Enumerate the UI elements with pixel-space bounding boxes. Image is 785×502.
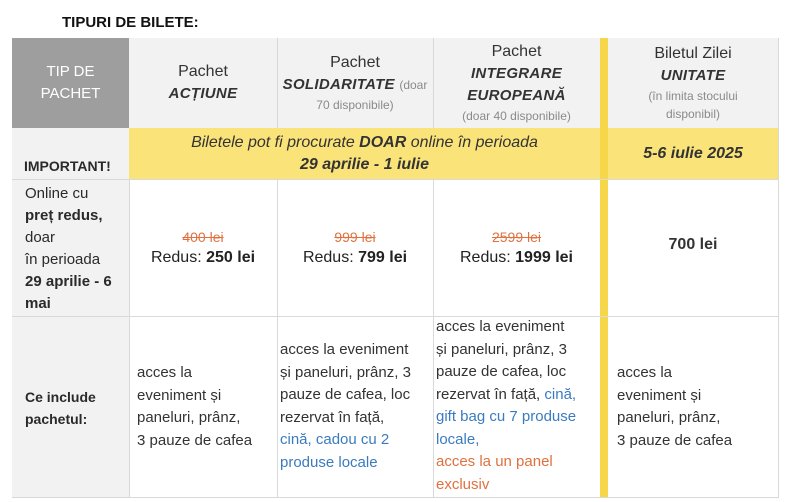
includes-unitate-l3: paneluri, prânz, — [617, 409, 721, 426]
includes-unitate-l4: 3 pauze de cafea — [617, 431, 733, 449]
includes-integrare — [433, 316, 600, 498]
includes-integrare-l8: exclusiv — [436, 475, 490, 493]
header-integrare-name-b: EUROPEANĂ — [467, 87, 566, 104]
header-integrare — [433, 38, 600, 128]
header-unitate-name: UNITATE — [660, 67, 726, 84]
price-integrare-label: Redus: — [460, 248, 511, 266]
price-solidaritate-label: Redus: — [302, 248, 354, 266]
header-integrare-note: (doar 40 disponibile) — [462, 109, 571, 123]
important-msg-pre: Biletele pot fi procurate — [191, 133, 360, 151]
price-integrare — [433, 179, 600, 316]
includes-solidaritate — [277, 316, 433, 498]
important-label: IMPORTANT! — [24, 158, 111, 174]
online-l5: 29 aprilie - 6 — [25, 273, 112, 290]
grid-v3 — [277, 179, 278, 498]
page-title: TIPURI DE BILETE: — [62, 14, 199, 31]
important-message — [129, 128, 600, 179]
price-unitate — [608, 179, 778, 316]
header-actiune-prefix: Pachet — [178, 63, 228, 80]
header-solidaritate-name: SOLIDARITATE — [282, 76, 395, 93]
includes-integrare-l3: pauze de cafea, loc — [436, 363, 567, 380]
header-solidaritate — [277, 38, 433, 128]
includes-actiune-l3: paneluri, prânz, — [137, 409, 241, 426]
grid-v4 — [433, 38, 434, 128]
includes-label-b: pachetul: — [25, 411, 88, 427]
includes-unitate — [608, 316, 778, 498]
includes-unitate-l2: eveniment și — [617, 386, 702, 404]
header-unitate-note-a: (în limita stocului — [648, 89, 738, 103]
price-integrare-old: 2599 lei — [491, 228, 542, 245]
includes-label-a: Ce include — [25, 389, 96, 405]
price-actiune-new: 250 lei — [206, 248, 256, 266]
header-solidaritate-note-a: (doar — [399, 78, 428, 92]
includes-integrare-l2: și paneluri, prânz, 3 — [436, 340, 567, 358]
day-ticket-dates: 5-6 iulie 2025 — [643, 144, 743, 162]
includes-actiune-l4: 3 pauze de cafea — [137, 431, 253, 449]
header-type-cell — [12, 38, 129, 128]
includes-solidaritate-l2: și paneluri, prânz, 3 — [280, 363, 411, 381]
day-ticket-dates-cell — [608, 128, 778, 179]
grid-h2 — [12, 316, 778, 317]
header-integrare-prefix: Pachet — [491, 43, 542, 60]
important-msg-bold: DOAR — [359, 133, 407, 151]
header-actiune-name: ACȚIUNE — [168, 85, 238, 102]
price-actiune-label: Redus: — [150, 248, 202, 266]
header-solidaritate-note-b: 70 disponibile) — [316, 98, 394, 112]
includes-solidaritate-l4: rezervat în față, — [280, 408, 385, 426]
header-actiune — [129, 38, 277, 128]
price-integrare-new: 1999 lei — [515, 248, 573, 266]
yellow-divider — [600, 38, 608, 498]
price-unitate-value: 700 lei — [668, 235, 718, 253]
online-l2: preț redus, — [25, 207, 103, 224]
price-solidaritate — [277, 179, 433, 316]
price-actiune-old: 400 lei — [182, 228, 224, 245]
includes-actiune-l2: eveniment și — [137, 386, 222, 404]
includes-integrare-l6: locale, — [436, 430, 480, 448]
grid-v1 — [129, 179, 130, 498]
grid-h1 — [12, 179, 778, 180]
header-solidaritate-prefix: Pachet — [330, 54, 380, 71]
includes-actiune — [129, 316, 277, 498]
important-label-cell — [12, 128, 129, 179]
includes-integrare-l1: acces la eveniment — [436, 318, 565, 335]
includes-label-cell — [12, 316, 129, 498]
price-solidaritate-old: 999 lei — [334, 228, 376, 245]
includes-integrare-l7: acces la un panel — [436, 453, 553, 470]
important-msg-post: online în perioada — [406, 133, 538, 151]
grid-v2 — [277, 38, 278, 128]
header-type-line2: PACHET — [40, 85, 101, 102]
online-l3: doar — [25, 229, 56, 246]
header-unitate-note-b: disponibil) — [665, 107, 721, 121]
grid-h3 — [12, 497, 778, 498]
grid-v6 — [778, 38, 779, 498]
online-l4: în perioada — [25, 251, 101, 268]
important-msg-dates: 29 aprilie - 1 iulie — [300, 155, 429, 173]
online-l6: mai — [25, 295, 51, 312]
includes-integrare-l4b: cină, — [544, 385, 577, 403]
online-l1: Online cu — [25, 185, 89, 202]
price-actiune — [129, 179, 277, 316]
includes-integrare-l5: gift bag cu 7 produse — [436, 408, 577, 425]
header-unitate-prefix: Biletul Zilei — [654, 45, 732, 62]
header-type-line1: TIP DE — [46, 63, 95, 80]
header-unitate — [608, 38, 778, 128]
includes-actiune-l1: acces la — [137, 364, 193, 381]
includes-solidaritate-l5: cină, cadou cu 2 — [280, 431, 390, 448]
grid-v5 — [433, 179, 434, 498]
includes-solidaritate-l3: pauze de cafea, loc — [280, 386, 411, 403]
online-label-cell — [12, 179, 129, 316]
includes-solidaritate-l6: produse locale — [280, 453, 378, 471]
includes-solidaritate-l1: acces la eveniment — [280, 341, 409, 358]
includes-integrare-l4a: rezervat în față, — [436, 385, 545, 403]
includes-unitate-l1: acces la — [617, 364, 673, 381]
price-solidaritate-new: 799 lei — [358, 248, 408, 266]
header-integrare-name-a: INTEGRARE — [470, 65, 563, 82]
